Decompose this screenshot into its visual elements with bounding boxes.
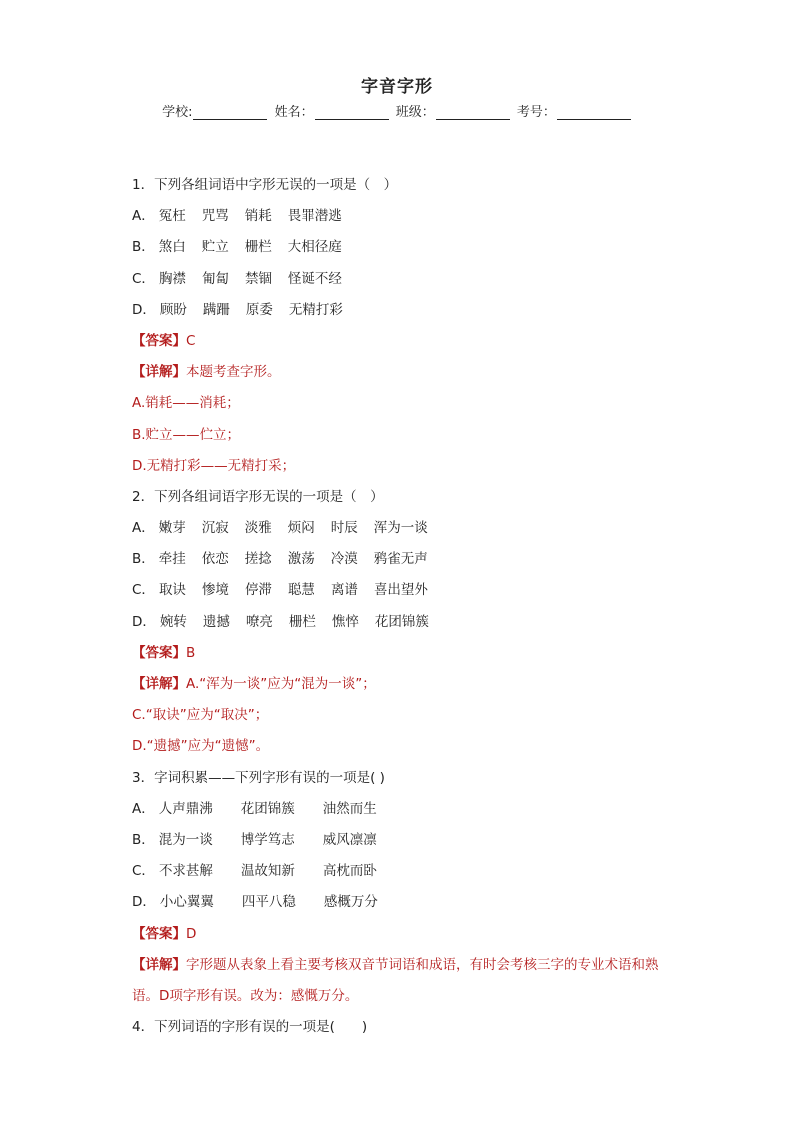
q3-option-c: C． 不求甚解 温故知新 高枕而卧 (132, 863, 377, 880)
name-label: 姓名： (274, 105, 314, 120)
exam-number-label: 考号： (516, 105, 556, 120)
question-2-stem: 2．下列各组词语字形无误的一项是（ ） (132, 488, 384, 505)
q2-option-c: C． 取诀 惨境 停滞 聪慧 离谱 喜出望外 (132, 582, 428, 599)
class-blank[interactable] (436, 106, 510, 120)
q1-note-1: A.销耗——消耗； (132, 395, 240, 412)
q3-option-a: A． 人声鼎沸 花团锦簇 油然而生 (132, 800, 377, 817)
questions (132, 170, 672, 1043)
question-3-stem: 3．字词积累——下列字形有误的一项是( ) (132, 769, 385, 786)
question-1-stem: 1．下列各组词语中字形无误的一项是（ ） (132, 177, 398, 193)
q1-option-d: D． 顾盼 蹒跚 原委 无精打彩 (132, 301, 343, 318)
q2-detail: 【详解】A.“浑为一谈”应为“混为一谈”； (132, 676, 376, 692)
q2-option-a: A． 嫩芽 沉寂 淡雅 烦闷 时辰 浑为一谈 (132, 520, 428, 537)
q1-detail: 【详解】本题考查字形。 (132, 364, 281, 381)
exam-number-blank[interactable] (557, 106, 631, 120)
page-title: 字音字形 (361, 77, 433, 97)
q3-detail: 【详解】字形题从表象上看主要考核双音节词语和成语，有时会考核三字的专业术语和熟语。D项字形有误。改为：感慨万分。 (132, 956, 659, 1004)
school-blank[interactable] (193, 106, 267, 120)
q1-option-a: A． 冤枉 咒骂 销耗 畏罪潜逃 (132, 208, 342, 225)
q1-option-c: C． 胸襟 匍匐 禁锢 怪诞不经 (132, 270, 342, 287)
q3-answer: 【答案】D (132, 925, 197, 942)
question-4-stem: 4．下列词语的字形有误的一项是( ) (132, 1019, 368, 1036)
class-label: 班级： (395, 105, 435, 120)
name-blank[interactable] (315, 106, 389, 120)
student-info-line (0, 101, 794, 120)
q1-answer: 【答案】C (132, 332, 196, 349)
q1-note-2: B.贮立——伫立； (132, 426, 241, 443)
q2-note-1: C.“取诀”应为“取决”； (132, 707, 269, 724)
q2-option-d: D． 婉转 遗撼 嘹亮 栅栏 憔悴 花团锦簇 (132, 613, 429, 630)
q3-option-b: B． 混为一谈 博学笃志 威风凛凛 (132, 831, 377, 848)
q3-option-d: D． 小心翼翼 四平八稳 感概万分 (132, 894, 378, 911)
q2-note-2: D.“遗撼”应为“遗憾”。 (132, 738, 270, 755)
school-label: 学校: (162, 105, 193, 120)
q1-option-b: B． 煞白 贮立 栅栏 大相径庭 (132, 239, 342, 256)
q1-note-3: D.无精打彩——无精打采； (132, 457, 296, 474)
q2-option-b: B． 牵挂 依恋 搓捻 激荡 冷漠 鸦雀无声 (132, 551, 428, 568)
q2-answer: 【答案】B (132, 644, 196, 661)
